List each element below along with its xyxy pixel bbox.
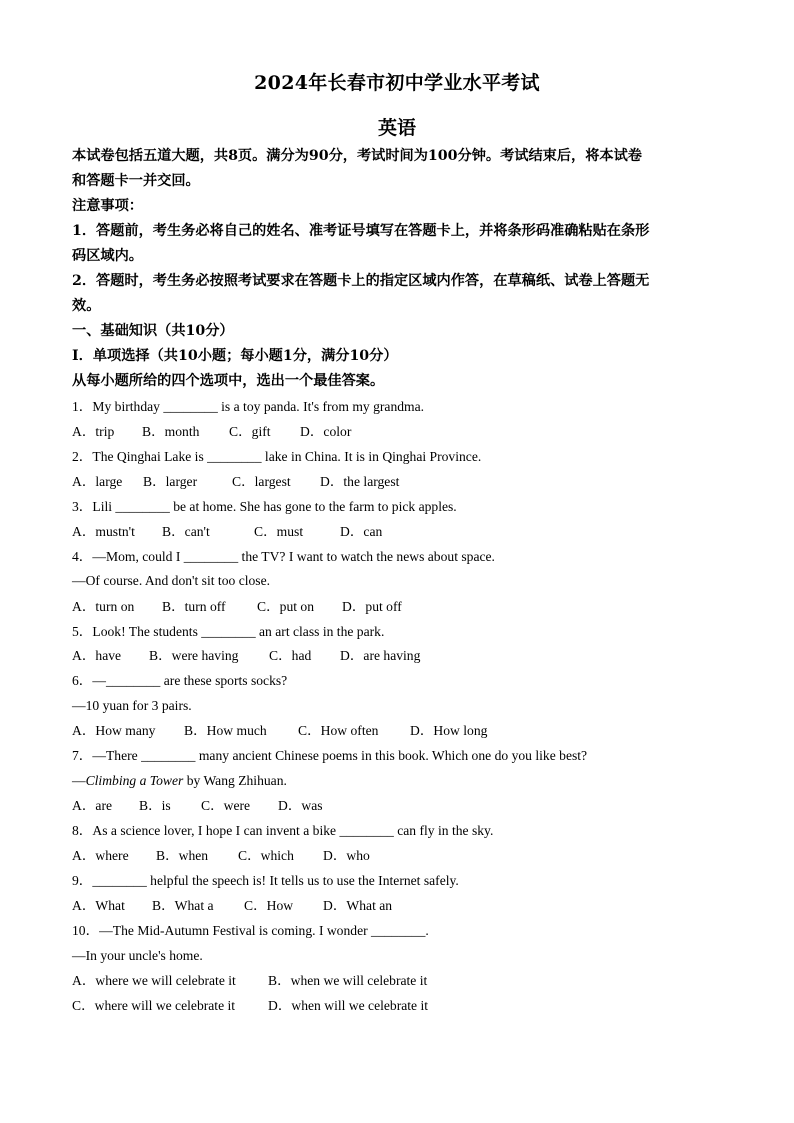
question-stem: 3．Lili ________ be at home. She has gone to the farm to pick apples. [72, 499, 457, 514]
option-b: B．What a [152, 898, 214, 913]
question-reply: —In your uncle's home. [72, 948, 203, 963]
question-options [72, 469, 399, 494]
option-c: C．must [254, 524, 304, 539]
option-c: C．where will we celebrate it [72, 998, 236, 1013]
notice-2-line-2: 效。 [72, 298, 101, 314]
option-b: B．can't [162, 524, 210, 539]
section-instruction: 从每小题所给的四个选项中，选出一个最佳答案。 [72, 373, 385, 389]
option-a: A．have [72, 648, 122, 663]
question-options [72, 843, 370, 868]
option-d: D．are having [340, 648, 421, 663]
option-b: B．is [139, 798, 171, 813]
option-a: A．are [72, 798, 113, 813]
option-a: A．trip [72, 424, 115, 439]
subsection-heading: Ⅰ．单项选择（共10小题；每小题1分，满分10分） [72, 348, 398, 364]
option-a: A．turn on [72, 599, 135, 614]
poem-title: Climbing a Tower [85, 773, 184, 788]
option-a: A．mustn't [72, 524, 135, 539]
option-c: C．largest [232, 474, 291, 489]
option-a: A．where we will celebrate it [72, 973, 236, 988]
option-d: D．What an [323, 898, 393, 913]
exam-title: 2024年长春市初中学业水平考试 [254, 72, 540, 94]
option-b: B．when we will celebrate it [268, 973, 428, 988]
option-c: C．gift [229, 424, 271, 439]
option-b: B．How much [184, 723, 267, 738]
option-a: A．How many [72, 723, 156, 738]
question-reply: —10 yuan for 3 pairs. [72, 698, 192, 713]
option-d: D．put off [342, 599, 402, 614]
question-options [72, 793, 323, 818]
notice-1-line-2: 码区域内。 [72, 248, 143, 264]
option-c: C．How often [298, 723, 379, 738]
option-d: D．who [323, 848, 370, 863]
option-a: A．where [72, 848, 129, 863]
section-heading: 一、基础知识（共10分） [72, 323, 234, 339]
option-a: A．large [72, 474, 123, 489]
option-d: D．the largest [320, 474, 400, 489]
option-d: D．How long [410, 723, 488, 738]
option-b: B．were having [149, 648, 239, 663]
option-b: B．month [142, 424, 200, 439]
question-stem: 4．—Mom, could I ________ the TV? I want to watch the news about space. [72, 549, 495, 564]
question-options [72, 968, 427, 993]
notice-heading: 注意事项： [72, 198, 143, 214]
question-options [72, 718, 487, 743]
question-options [72, 419, 351, 444]
question-options [72, 993, 428, 1018]
option-d: D．color [300, 424, 352, 439]
reply-rest: by Wang Zhihuan. [183, 773, 287, 788]
question-options [72, 893, 392, 918]
option-b: B．turn off [162, 599, 226, 614]
question-options [72, 594, 402, 619]
question-stem: 2．The Qinghai Lake is ________ lake in China. It is in Qinghai Province. [72, 449, 482, 464]
question-options [72, 519, 382, 544]
option-d: D．was [278, 798, 323, 813]
question-stem: 10．—The Mid-Autumn Festival is coming. I wonder ________. [72, 923, 429, 938]
option-d: D．can [340, 524, 383, 539]
question-stem: 7．—There ________ many ancient Chinese poems in this book. Which one do you like best? [72, 748, 588, 763]
question-options [72, 643, 420, 668]
intro-line-1: 本试卷包括五道大题，共8页。满分为90分，考试时间为100分钟。考试结束后，将本试卷 [72, 148, 642, 164]
option-a: A．What [72, 898, 125, 913]
subject-title: 英语 [377, 117, 416, 139]
notice-2-line-1: 2．答题时，考生务必按照考试要求在答题卡上的指定区域内作答，在草稿纸、试卷上答题无 [72, 273, 650, 289]
option-c: C．had [269, 648, 312, 663]
intro-line-2: 和答题卡一并交回。 [72, 173, 200, 189]
option-c: C．How [244, 898, 294, 913]
notice-1-line-1: 1．答题前，考生务必将自己的姓名、准考证号填写在答题卡上，并将条形码准确粘贴在条形 [72, 223, 650, 239]
option-c: C．put on [257, 599, 315, 614]
question-stem: 6．—________ are these sports socks? [72, 673, 288, 688]
option-c: C．were [201, 798, 251, 813]
question-stem: 5．Look! The students ________ an art class in the park. [72, 624, 385, 639]
question-stem: 8．As a science lover, I hope I can invent a bike ________ can fly in the sky. [72, 823, 494, 838]
option-c: C．which [238, 848, 294, 863]
question-stem: 9．________ helpful the speech is! It tells us to use the Internet safely. [72, 873, 459, 888]
option-d: D．when will we celebrate it [268, 998, 429, 1013]
option-b: B．larger [143, 474, 198, 489]
option-b: B．when [156, 848, 209, 863]
question-stem: 1．My birthday ________ is a toy panda. It's from my grandma. [72, 399, 425, 414]
reply-dash: — [72, 773, 86, 788]
question-reply [72, 768, 287, 793]
question-reply: —Of course. And don't sit too close. [72, 573, 271, 588]
